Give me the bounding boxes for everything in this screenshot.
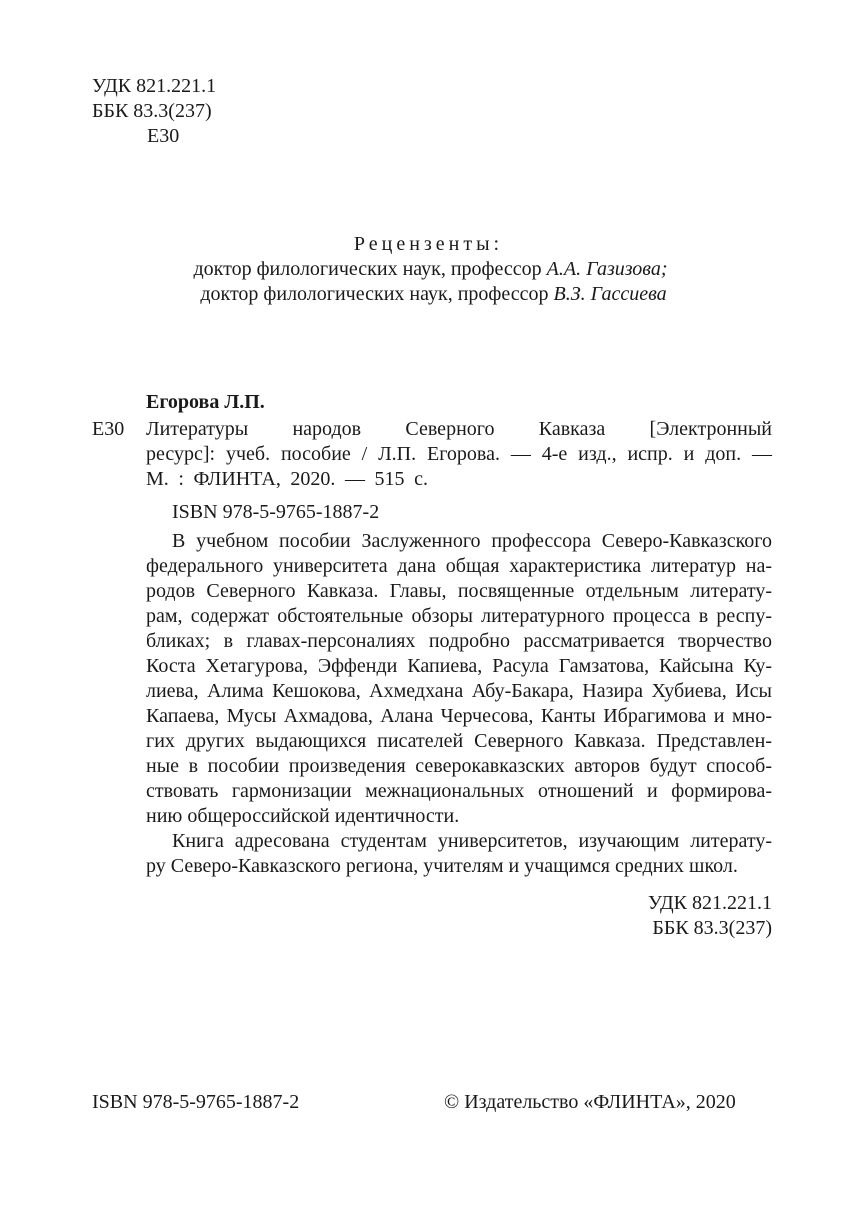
bbk-code: ББК 83.3(237) <box>92 100 212 122</box>
annotation <box>146 529 772 879</box>
udk-code: УДК 821.221.1 <box>92 75 217 97</box>
annotation-line: нию общероссийской идентичности. <box>146 805 460 827</box>
footer-isbn: ISBN 978-5-9765-1887-2 <box>92 1091 300 1113</box>
udk-code-bottom: УДК 821.221.1 <box>647 892 772 914</box>
bbk-code-bottom: ББК 83.3(237) <box>652 917 772 939</box>
annotation-line: Книга адресована студентам университетов, изучающим литерату- <box>172 830 772 852</box>
bibliographic-description <box>146 417 772 492</box>
annotation-line: Капаева, Мусы Ахмадова, Алана Черчесова, Канты Ибрагимова и мно- <box>146 705 772 727</box>
bib-isbn: ISBN 978-5-9765-1887-2 <box>172 501 380 523</box>
annotation-line: Коста Хетагурова, Эффенди Капиева, Расула Гамзатова, Кайсына Ку- <box>146 655 772 677</box>
annotation-line: ные в пособии произведения северокавказских авторов будут способ- <box>146 755 772 777</box>
annotation-line: гих других выдающихся писателей Северного Кавказа. Представлен- <box>146 730 772 752</box>
reviewers-heading: Рецензенты: <box>353 233 504 255</box>
udk-bbk-header <box>92 74 216 149</box>
copyright-notice: © Издательство «ФЛИНТА», 2020 <box>444 1091 736 1113</box>
reviewers-block <box>0 232 857 307</box>
reviewer-1-title: доктор филологических наук, профессор <box>193 258 547 280</box>
bib-line-3: М. : ФЛИНТА, 2020. — 515 с. <box>146 468 428 490</box>
bib-line-2: ресурс]: учеб. пособие / Л.П. Егорова. — 4-е изд., испр. и доп. — <box>146 443 772 465</box>
reviewer-2-name: В.З. Гассиева <box>553 283 667 305</box>
reviewer-2-title: доктор филологических наук, профессор <box>200 283 554 305</box>
annotation-line: федерального университета дана общая характеристика литератур на- <box>146 555 772 577</box>
author-mark: Е30 <box>147 125 180 147</box>
annotation-line: лиева, Алима Кешокова, Ахмедхана Абу-Бакара, Назира Хубиева, Исы <box>146 680 772 702</box>
annotation-line: В учебном пособии Заслуженного профессора Северо-Кавказского <box>172 530 772 552</box>
udk-bbk-footer <box>648 891 772 941</box>
annotation-line: ствовать гармонизации межнациональных отношений и формирова- <box>146 780 772 802</box>
annotation-line: ру Северо-Кавказского региона, учителям и учащимся средних школ. <box>146 855 738 877</box>
reviewer-1 <box>0 257 857 282</box>
annotation-line: родов Северного Кавказа. Главы, посвященные отдельным литерату- <box>146 580 772 602</box>
book-author: Егорова Л.П. <box>146 391 265 413</box>
reviewer-2 <box>0 282 857 307</box>
reviewer-1-name: А.А. Газизова; <box>546 258 668 280</box>
annotation-line: рам, содержат обстоятельные обзоры литературного процесса в респу- <box>146 605 772 627</box>
bib-line-1: Литературы народов Северного Кавказа [Электронный <box>146 418 772 440</box>
annotation-line: бликах; в главах-персоналиях подробно рассматривается творчество <box>146 630 772 652</box>
author-mark-left: Е30 <box>92 418 125 440</box>
